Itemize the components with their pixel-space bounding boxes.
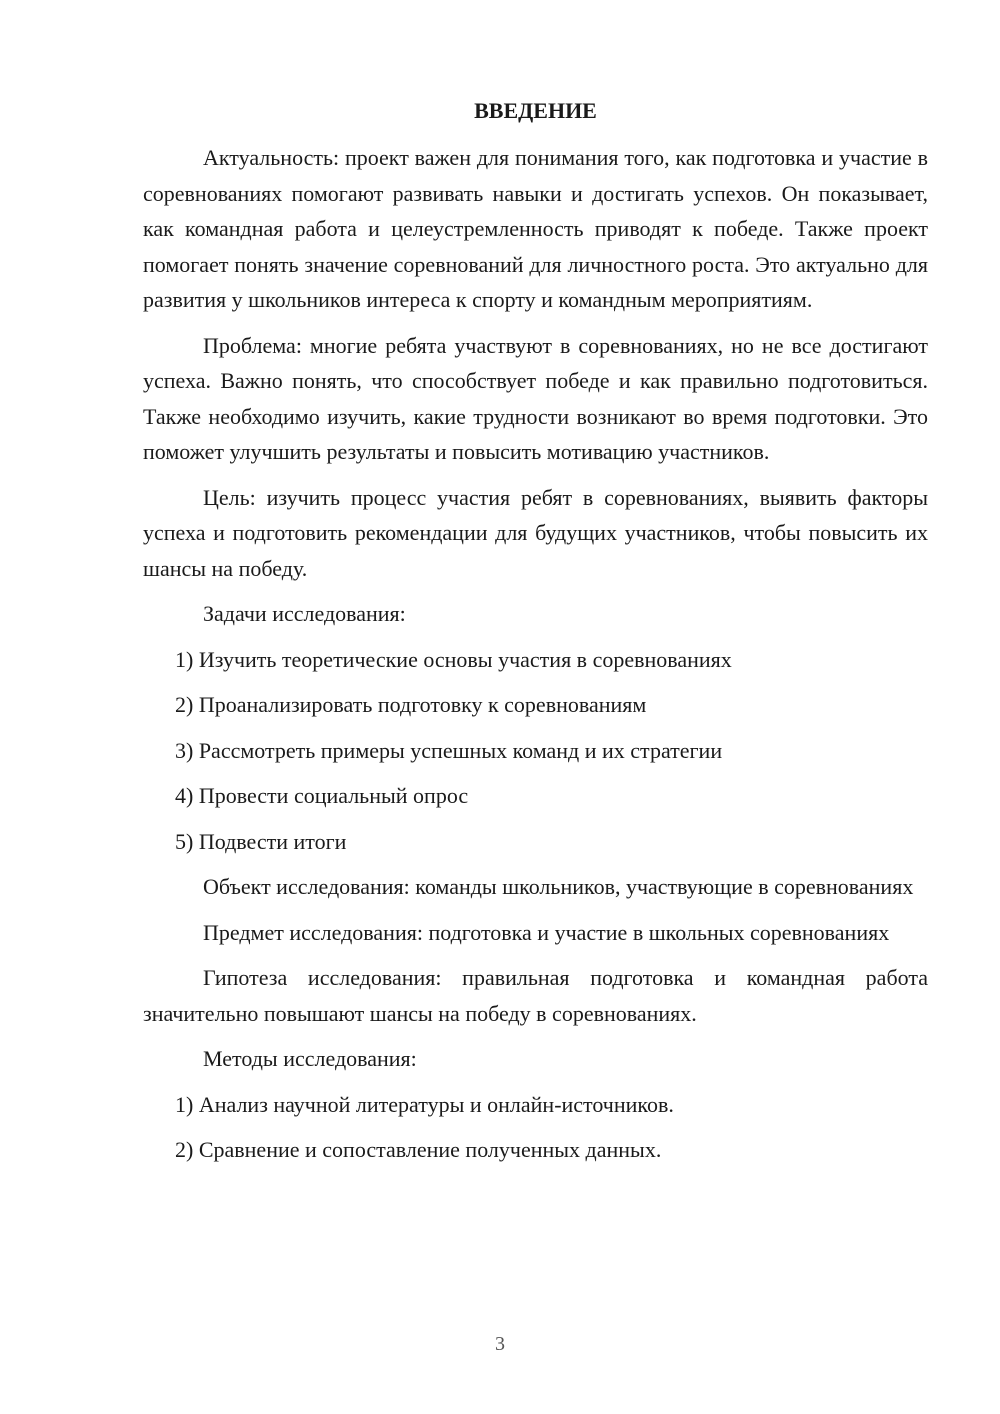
task-item-2: 2) Проанализировать подготовку к соревнованиям bbox=[175, 692, 647, 717]
tasks-label: Задачи исследования: bbox=[203, 601, 406, 626]
methods-label: Методы исследования: bbox=[203, 1046, 417, 1071]
section-heading: ВВЕДЕНИЕ bbox=[474, 98, 597, 123]
page-number: 3 bbox=[495, 1333, 505, 1355]
task-item-1: 1) Изучить теоретические основы участия в соревнованиях bbox=[175, 646, 732, 672]
method-item-1: 1) Анализ научной литературы и онлайн-источников. bbox=[175, 1091, 674, 1117]
relevance-paragraph: Актуальность: проект важен для понимания того, как подготовка и участие в соревнованиях помогают развивать навыки и достигать успехов. Он показывает, как командная работа и целеустремленность приводят к победе. Также проект помогает понять значение соревнований для личностного роста. Это актуально для развития у школьников интереса к спорту и командным мероприятиям. bbox=[143, 145, 928, 312]
page-content bbox=[143, 96, 928, 1178]
subject-paragraph: Предмет исследования: подготовка и участие в школьных соревнованиях bbox=[203, 919, 890, 945]
task-item-5: 5) Подвести итоги bbox=[175, 828, 347, 854]
goal-paragraph: Цель: изучить процесс участия ребят в соревнованиях, выявить факторы успеха и подготовить рекомендации для будущих участников, чтобы повысить их шансы на победу. bbox=[143, 484, 928, 581]
problem-paragraph: Проблема: многие ребята участвуют в соревнованиях, но не все достигают успеха. Важно понять, что способствует победе и как правильно подготовиться. Также необходимо изучить, какие трудности возникают во время подготовки. Это поможет улучшить результаты и повысить мотивацию участников. bbox=[143, 332, 928, 464]
task-item-3: 3) Рассмотреть примеры успешных команд и их стратегии bbox=[175, 737, 723, 763]
method-item-2: 2) Сравнение и сопоставление полученных данных. bbox=[175, 1137, 662, 1162]
hypothesis-paragraph: Гипотеза исследования: правильная подготовка и командная работа значительно повышают шансы на победу в соревнованиях. bbox=[143, 965, 928, 1026]
object-paragraph: Объект исследования: команды школьников, участвующие в соревнованиях bbox=[203, 874, 914, 899]
task-item-4: 4) Провести социальный опрос bbox=[175, 783, 469, 808]
